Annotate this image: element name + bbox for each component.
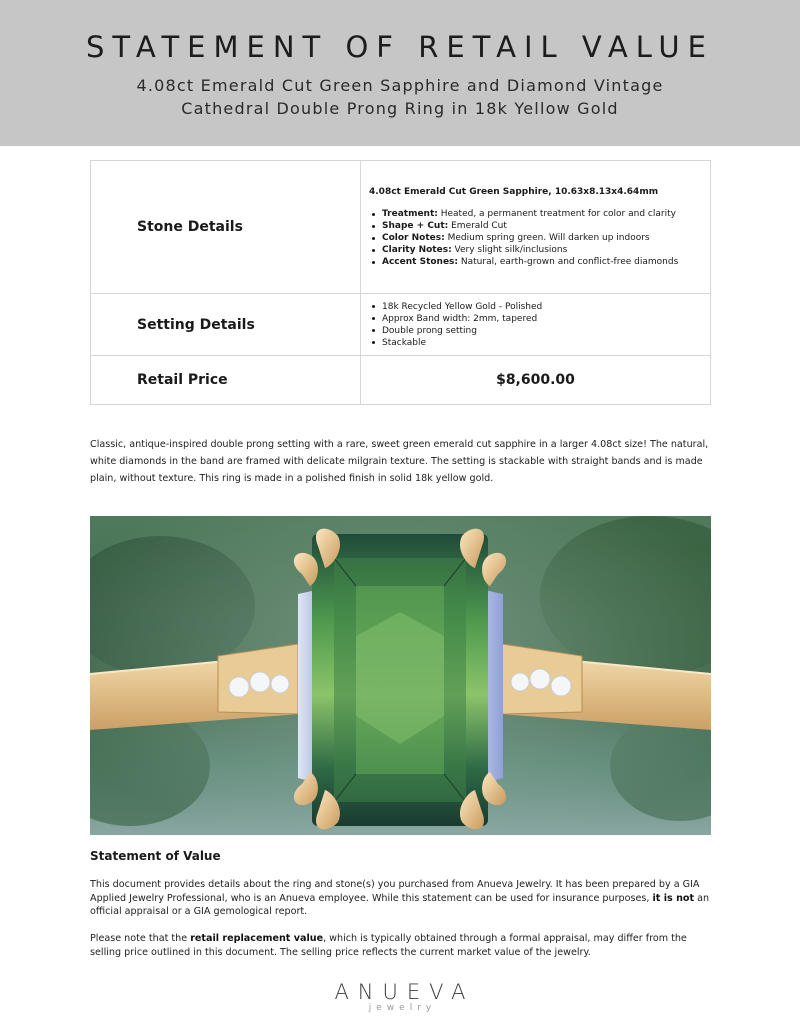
- anueva-logo: [0, 980, 800, 1013]
- stone-attribute-clarity: Clarity Notes: Very slight silk/inclusions: [369, 244, 710, 256]
- setting-details-label: Setting Details: [91, 294, 361, 356]
- stone-attribute-shape: Shape + Cut: Emerald Cut: [369, 220, 710, 232]
- stone-heading: 4.08ct Emerald Cut Green Sapphire, 10.63x8.13x4.64mm: [369, 187, 659, 197]
- header-banner: [0, 0, 800, 146]
- stone-details-row: [91, 161, 711, 294]
- logo-wordmark: ANUEVA: [334, 980, 475, 1004]
- setting-attribute-list: [369, 301, 710, 349]
- stone-details-value: [361, 161, 711, 294]
- setting-attribute: Stackable: [369, 337, 710, 349]
- stone-attribute-color: Color Notes: Medium spring green. Will darken up indoors: [369, 232, 710, 244]
- product-description: Classic, antique-inspired double prong setting with a rare, sweet green emerald cut sapphire in a larger 4.08ct size! The natural, white diamonds in the band are framed with delicate milgrain texture. The setting is stackable with straight bands and is made plain, without texture. This ring is made in a polished finish in solid 18k yellow gold.: [90, 439, 709, 484]
- stone-details-label: Stone Details: [91, 161, 361, 294]
- setting-details-value: [361, 294, 711, 356]
- stone-attribute-list: [369, 208, 710, 268]
- product-name: 4.08ct Emerald Cut Green Sapphire and Diamond Vintage Cathedral Double Prong Ring in 18k Yellow Gold: [136, 76, 664, 118]
- retail-price-value: $8,600.00: [361, 356, 711, 405]
- statement-paragraph: This document provides details about the ring and stone(s) you purchased from Anueva Jewelry. It has been prepared by a GIA Applied Jewelry Professional, who is an Anueva employee. While this statement can be used for insurance purposes, it is not an official appraisal or a GIA gemological report.: [90, 879, 710, 917]
- logo-tagline: jewelry: [368, 1003, 437, 1013]
- statement-heading: Statement of Value: [90, 849, 221, 863]
- stone-attribute-treatment: Treatment: Heated, a permanent treatment for color and clarity: [369, 208, 710, 220]
- details-table: [90, 160, 711, 405]
- ring-illustration: [90, 516, 711, 835]
- setting-attribute: Approx Band width: 2mm, tapered: [369, 313, 710, 325]
- retail-price-row: [91, 356, 711, 405]
- ring-photo: [90, 516, 711, 835]
- setting-attribute: 18k Recycled Yellow Gold - Polished: [369, 301, 710, 313]
- document-title: STATEMENT OF RETAIL VALUE: [86, 30, 714, 64]
- statement-paragraph: Please note that the retail replacement value, which is typically obtained through a formal appraisal, may differ from the selling price outlined in this document. The selling price reflects the current market value of the jewelry.: [90, 933, 687, 958]
- retail-price-label: Retail Price: [91, 356, 361, 405]
- setting-details-row: [91, 294, 711, 356]
- stone-attribute-accent: Accent Stones: Natural, earth-grown and conflict-free diamonds: [369, 256, 710, 268]
- setting-attribute: Double prong setting: [369, 325, 710, 337]
